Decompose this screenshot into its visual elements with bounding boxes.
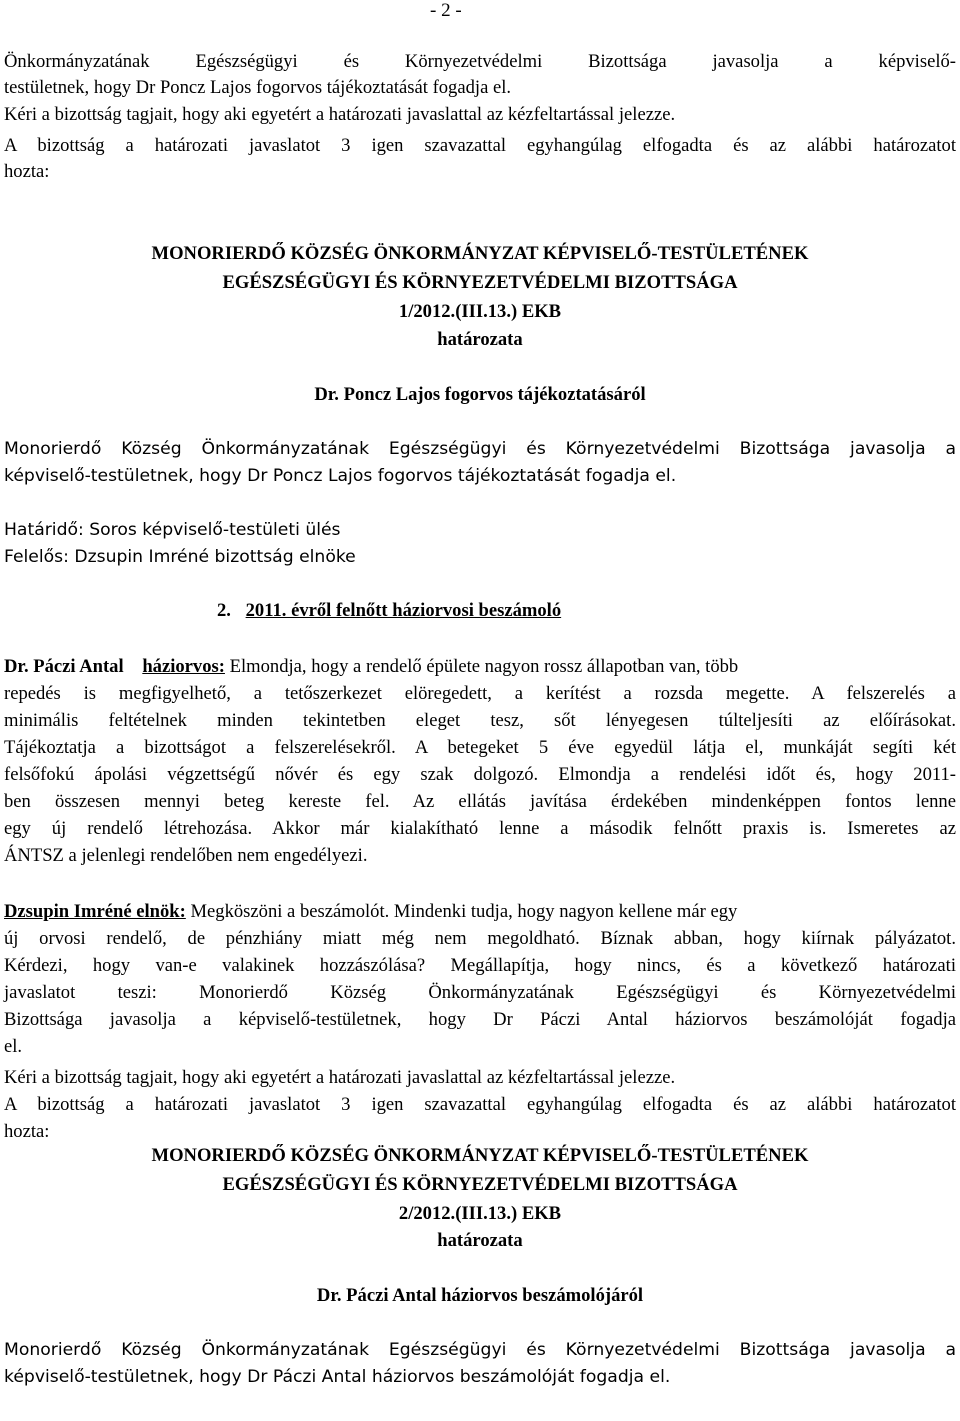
paragraph-line: javaslatot teszi: Monorierdő Község Önkormányzatának Egészségügyi és Környezetvédelmi — [4, 982, 956, 1003]
deadline-line: Határidő: Soros képviselő-testületi ülés — [4, 520, 341, 540]
paragraph-line: repedés is megfigyelhető, a tetőszerkezet elöregedett, a kerítést a rozsda megette. A felszerelés a — [4, 683, 956, 704]
agenda-item-text: 2011. évről felnőtt háziorvosi beszámoló — [245, 600, 562, 621]
resolution-heading: EGÉSZSÉGÜGYI ÉS KÖRNYEZETVÉDELMI BIZOTTSÁGA — [222, 272, 738, 293]
paragraph-line: el. — [4, 1036, 23, 1057]
paragraph-line: ÁNTSZ a jelenlegi rendelőben nem engedélyezi. — [4, 845, 368, 866]
paragraph-line: Kéri a bizottság tagjait, hogy aki egyetért a határozati javaslattal az kézfeltartással jelezze. — [4, 104, 676, 125]
paragraph-line: Kéri a bizottság tagjait, hogy aki egyetért a határozati javaslattal az kézfeltartással jelezze. — [4, 1067, 676, 1088]
page-number: - 2 - — [430, 0, 462, 21]
resolution-number: 2/2012.(III.13.) EKB — [398, 1203, 562, 1224]
resolution-body: képviselő-testületnek, hogy Dr Poncz Lajos fogorvos tájékoztatását fogadja el. — [4, 466, 677, 486]
chair-speaker: Dzsupin Imréné elnök: — [4, 901, 186, 922]
agenda-item-title — [217, 598, 937, 624]
paragraph-line: Önkormányzatának Egészségügyi és Környezetvédelmi Bizottsága javasolja a képviselő- — [4, 51, 956, 72]
resolution-body: Monorierdő Község Önkormányzatának Egészségügyi és Környezetvédelmi Bizottsága javasolja a — [4, 439, 956, 459]
agenda-item-number: 2. — [217, 600, 231, 621]
paragraph-line: A bizottság a határozati javaslatot 3 igen szavazattal egyhangúlag elfogadta és az alábbi határozatot — [4, 1094, 956, 1115]
paragraph-line: testületnek, hogy Dr Poncz Lajos fogorvos tájékoztatását fogadja el. — [4, 77, 512, 98]
resolution-body: Monorierdő Község Önkormányzatának Egészségügyi és Környezetvédelmi Bizottsága javasolja a — [4, 1340, 956, 1360]
paragraph-line: hozta: — [4, 1121, 50, 1142]
paragraph-text: Megköszöni a beszámolót. Mindenki tudja, hogy nagyon kellene már egy — [190, 901, 738, 922]
resolution-label: határozata — [437, 1230, 523, 1251]
paragraph-line: Kérdezi, hogy van-e valakinek hozzászólása? Megállapítja, hogy nincs, és a következő határozati — [4, 955, 956, 976]
resolution-heading: EGÉSZSÉGÜGYI ÉS KÖRNYEZETVÉDELMI BIZOTTSÁGA — [222, 1174, 738, 1195]
report-first-line — [4, 654, 956, 680]
resolution-subject: Dr. Poncz Lajos fogorvos tájékoztatásáról — [314, 384, 646, 405]
chair-first-line — [4, 899, 956, 925]
paragraph-line: új orvosi rendelő, de pénzhiány miatt még nem megoldható. Bíznak abban, hogy kiírnak pályázatot. — [4, 928, 956, 949]
resolution-heading: MONORIERDŐ KÖZSÉG ÖNKORMÁNYZAT KÉPVISELŐ-TESTÜLETÉNEK — [151, 243, 809, 264]
responsible-line: Felelős: Dzsupin Imréné bizottság elnöke — [4, 547, 356, 567]
paragraph-line: Tájékoztatja a bizottságot a felszerelésekről. A betegeket 5 éve egyedül látja el, munkáját segíti két — [4, 737, 956, 758]
paragraph-line: A bizottság a határozati javaslatot 3 igen szavazattal egyhangúlag elfogadta és az alábbi határozatot — [4, 135, 956, 156]
paragraph-text: Elmondja, hogy a rendelő épülete nagyon rossz állapotban van, több — [229, 656, 739, 677]
speaker-role: háziorvos: — [142, 656, 225, 677]
paragraph-line: ben összesen mennyi beteg kereste fel. Az ellátás javítása érdekében mindenképpen fontos lenne — [4, 791, 956, 812]
paragraph-line: minimális feltételnek minden tekintetben eleget tesz, sőt lényegesen túlteljesíti az előírásokat. — [4, 710, 956, 731]
resolution-heading: MONORIERDŐ KÖZSÉG ÖNKORMÁNYZAT KÉPVISELŐ-TESTÜLETÉNEK — [151, 1145, 809, 1166]
resolution-body: képviselő-testületnek, hogy Dr Páczi Antal háziorvos beszámolóját fogadja el. — [4, 1367, 671, 1387]
speaker-name: Dr. Páczi Antal — [4, 656, 124, 677]
paragraph-line: hozta: — [4, 161, 50, 182]
resolution-subject: Dr. Páczi Antal háziorvos beszámolójáról — [316, 1285, 644, 1306]
paragraph-line: felsőfokú ápolási végzettségű nővér és egy szak dolgozó. Elmondja a rendelési időt és, hogy 2011- — [4, 764, 956, 785]
paragraph-line: Bizottsága javasolja a képviselő-testületnek, hogy Dr Páczi Antal háziorvos beszámolóját fogadja — [4, 1009, 956, 1030]
paragraph-line: egy új rendelő létrehozása. Akkor már kialakítható lenne a második felnőtt praxis is. Ismeretes az — [4, 818, 956, 839]
resolution-label: határozata — [437, 329, 523, 350]
resolution-number: 1/2012.(III.13.) EKB — [398, 301, 562, 322]
